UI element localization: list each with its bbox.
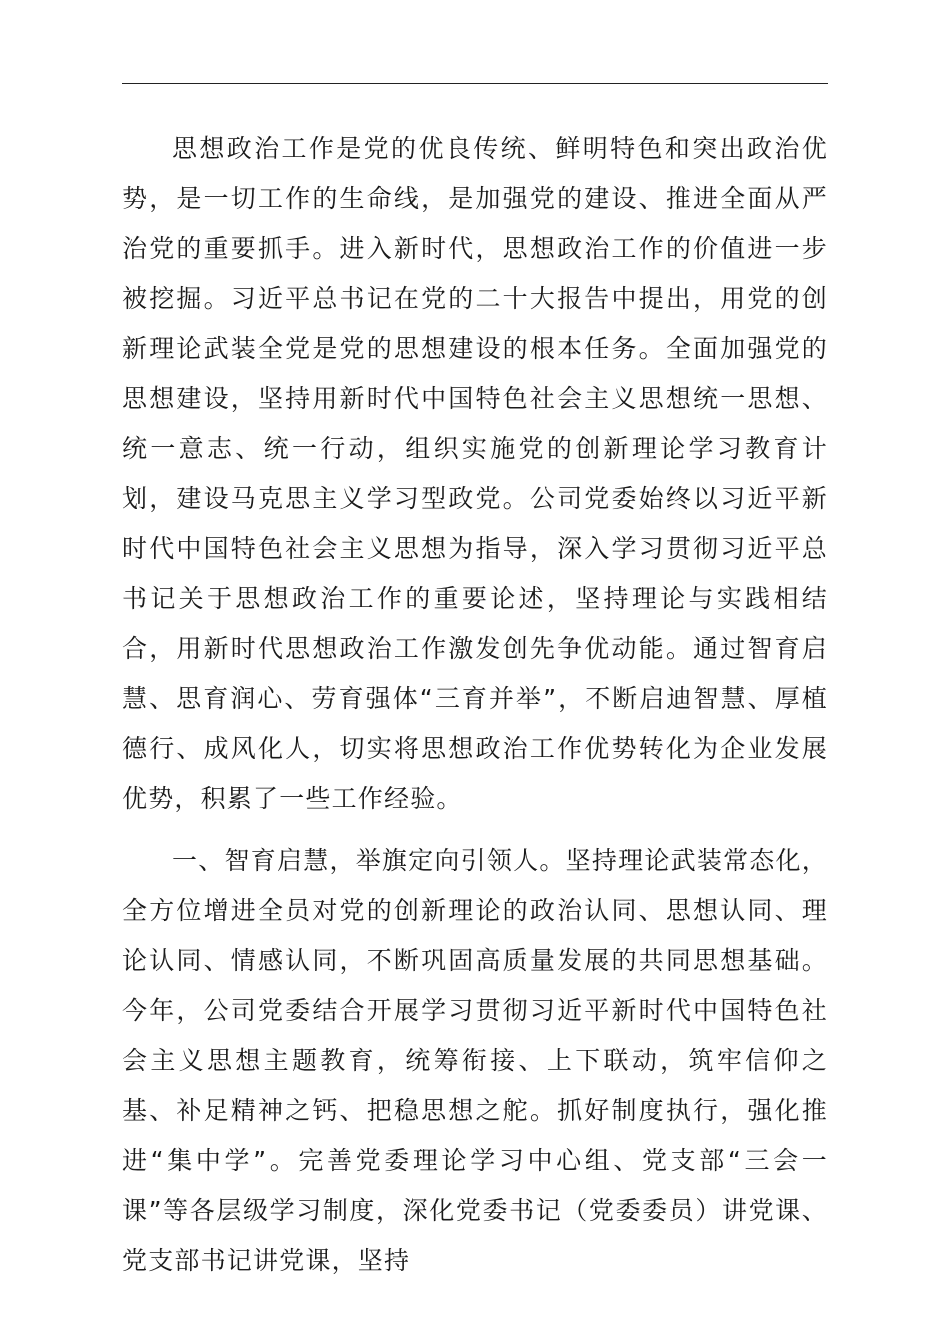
document-body xyxy=(122,124,828,1286)
paragraph-intro: 思想政治工作是党的优良传统、鲜明特色和突出政治优势，是一切工作的生命线，是加强党的建设、推进全面从严治党的重要抓手。进入新时代，思想政治工作的价值进一步被挖掘。习近平总书记在党的二十大报告中提出，用党的创新理论武装全党是党的思想建设的根本任务。全面加强党的思想建设，坚持用新时代中国特色社会主义思想统一思想、统一意志、统一行动，组织实施党的创新理论学习教育计划，建设马克思主义学习型政党。公司党委始终以习近平新时代中国特色社会主义思想为指导，深入学习贯彻习近平总书记关于思想政治工作的重要论述，坚持理论与实践相结合，用新时代思想政治工作激发创先争优动能。通过智育启慧、思育润心、劳育强体“三育并举”，不断启迪智慧、厚植德行、成风化人，切实将思想政治工作优势转化为企业发展优势，积累了一些工作经验。 xyxy=(122,134,828,813)
paragraph-section-one: 一、智育启慧，举旗定向引领人。坚持理论武装常态化，全方位增进全员对党的创新理论的政治认同、思想认同、理论认同、情感认同，不断巩固高质量发展的共同思想基础。今年，公司党委结合开展学习贯彻习近平新时代中国特色社会主义思想主题教育，统筹衔接、上下联动，筑牢信仰之基、补足精神之钙、把稳思想之舵。抓好制度执行，强化推进“集中学”。完善党委理论学习中心组、党支部“三会一课”等各层级学习制度，深化党委书记（党委委员）讲党课、党支部书记讲党课，坚持 xyxy=(122,846,828,1275)
header-divider xyxy=(122,83,828,84)
